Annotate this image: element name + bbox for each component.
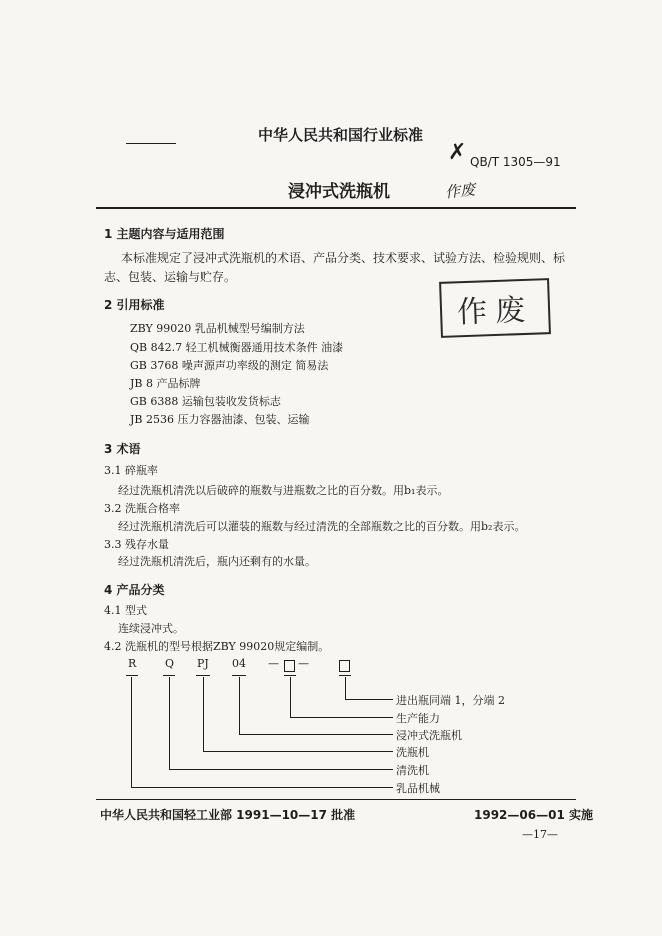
section-1-text-line1: 本标准规定了浸冲式洗瓶机的术语、产品分类、技术要求、试验方法、检验规则、标 — [121, 251, 566, 265]
standard-code: QB/T 1305—91 — [470, 155, 561, 169]
clause-4-2: 4.2 洗瓶机的型号根据ZBY 99020规定编制。 — [104, 640, 330, 653]
leader-q — [169, 677, 170, 769]
section-2-heading: 2 引用标准 — [104, 298, 165, 312]
code-tick — [232, 675, 246, 676]
stamp-text: 作废 — [456, 292, 534, 331]
model-code-04: 04 — [232, 657, 246, 670]
code-tick — [284, 675, 296, 676]
leader-r — [131, 677, 132, 787]
leader-line — [345, 699, 393, 700]
code-tick — [196, 675, 210, 676]
leader-capacity — [290, 677, 291, 717]
reference-item: JB 2536 压力容器油漆、包装、运输 — [130, 413, 310, 426]
reference-item: JB 8 产品标牌 — [130, 377, 201, 390]
model-code-pj: PJ — [197, 657, 209, 670]
legend-cleaning-machine: 清洗机 — [396, 764, 429, 777]
inlet-type-box — [339, 660, 350, 672]
handwritten-note: 作废 — [444, 180, 476, 202]
term-3-2-definition: 经过洗瓶机清洗后可以灌装的瓶数与经过清洗的全部瓶数之比的百分数。用b₂表示。 — [118, 520, 526, 533]
leader-line — [290, 717, 393, 718]
section-3-heading: 3 术语 — [104, 442, 141, 456]
reference-item: QB 842.7 轻工机械衡器通用技术条件 油漆 — [130, 341, 344, 354]
title-rule — [96, 207, 576, 209]
term-3-3-definition: 经过洗瓶机清洗后，瓶内还剩有的水量。 — [118, 555, 316, 568]
document-title: 浸冲式洗瓶机 — [288, 182, 390, 202]
section-1-heading: 1 主题内容与适用范围 — [104, 227, 225, 241]
term-3-1: 3.1 碎瓶率 — [104, 464, 158, 477]
code-tick — [339, 675, 351, 676]
model-code-dash-2: — — [298, 657, 309, 670]
effective-date: 1992—06—01 实施 — [474, 808, 593, 822]
issuer-title: 中华人民共和国行业标准 — [258, 126, 424, 144]
model-code-dash-1: — — [268, 657, 279, 670]
term-3-3: 3.3 残存水量 — [104, 538, 169, 551]
code-tick — [163, 675, 175, 676]
header-mark-line — [126, 143, 176, 144]
model-code-q: Q — [165, 657, 175, 670]
section-4-heading: 4 产品分类 — [104, 583, 165, 597]
leader-line — [131, 787, 393, 788]
leader-inlet — [345, 677, 346, 699]
reference-item: GB 3768 噪声源声功率级的测定 简易法 — [130, 359, 329, 372]
leader-line — [203, 751, 393, 752]
approval-info: 中华人民共和国轻工业部 1991—10—17 批准 — [100, 808, 356, 822]
section-1-text-line2: 志、包装、运输与贮存。 — [104, 270, 237, 284]
leader-line — [239, 734, 393, 735]
leader-04 — [239, 677, 240, 734]
obsolete-stamp — [439, 278, 551, 338]
leader-pj — [203, 677, 204, 751]
reference-item: ZBY 99020 乳品机械型号编制方法 — [130, 322, 305, 335]
legend-bottle-washer: 洗瓶机 — [396, 746, 429, 759]
term-3-1-definition: 经过洗瓶机清洗以后破碎的瓶数与进瓶数之比的百分数。用b₁表示。 — [118, 484, 449, 497]
handwritten-x-mark: ✗ — [448, 140, 467, 165]
clause-4-1-text: 连续浸冲式。 — [118, 622, 184, 635]
reference-item: GB 6388 运输包装收发货标志 — [130, 395, 281, 408]
legend-capacity: 生产能力 — [396, 712, 440, 725]
page-number: —17— — [522, 828, 558, 841]
legend-dairy-machinery: 乳品机械 — [396, 782, 440, 795]
clause-4-1: 4.1 型式 — [104, 604, 147, 617]
model-code-r: R — [128, 657, 137, 670]
legend-immersion-washer: 浸冲式洗瓶机 — [396, 729, 462, 742]
capacity-box — [284, 660, 295, 672]
footer-rule — [96, 799, 576, 800]
term-3-2: 3.2 洗瓶合格率 — [104, 502, 180, 515]
legend-inlet-type: 进出瓶同端 1，分端 2 — [396, 694, 505, 707]
leader-line — [169, 769, 393, 770]
code-tick — [126, 675, 138, 676]
